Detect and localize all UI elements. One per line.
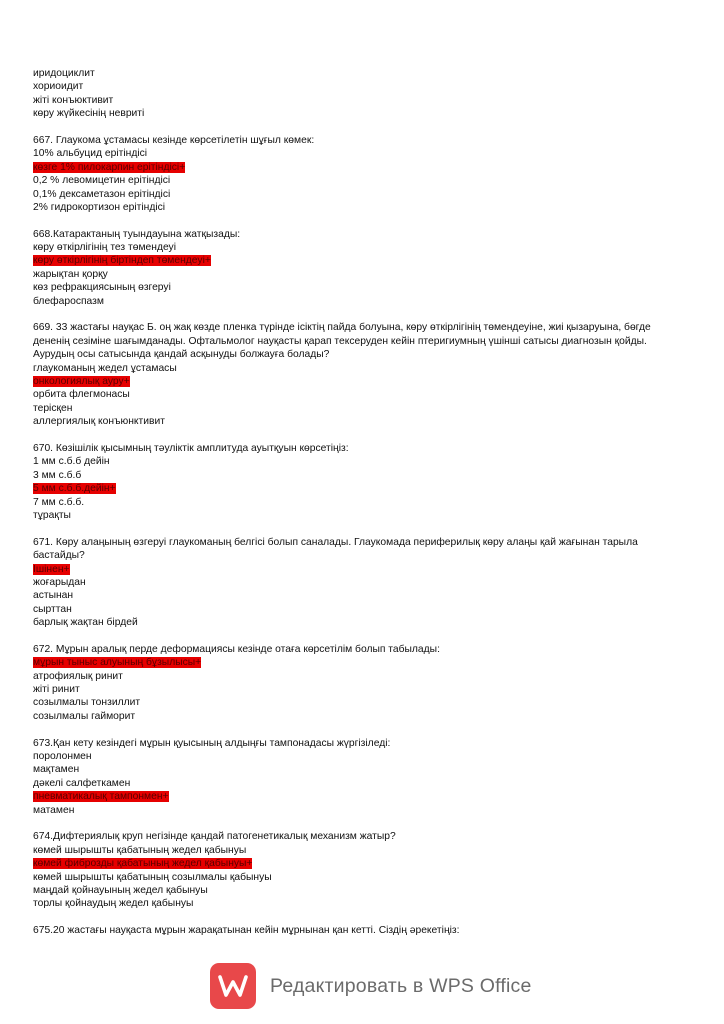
option: көмей шырышты қабатының созылмалы қабынуы	[33, 871, 272, 883]
wps-logo-icon[interactable]	[210, 963, 256, 1009]
option: глаукоманың жедел ұстамасы	[33, 362, 177, 374]
question-text: 670. Көзішілік қысымның тәуліктік амплитуда ауытқуын көрсетіңіз:	[33, 442, 349, 454]
option: тұрақты	[33, 509, 71, 521]
correct-answer-highlight: 5 мм с.б.б.дейін+	[33, 483, 116, 495]
option: көру жүйкесінің невриті	[33, 108, 145, 120]
question-text: 672. Мұрын аралық перде деформациясы кезінде отаға көрсетілім болып табылады:	[33, 643, 440, 655]
question-block	[33, 228, 693, 308]
question-text: 667. Глаукома ұстамасы кезінде көрсетілетін шұғыл көмек:	[33, 134, 315, 146]
option: созылмалы гайморит	[33, 710, 136, 722]
option: маңдай қойнауының жедел қабынуы	[33, 884, 208, 896]
question-block	[33, 442, 693, 522]
option: 10% альбуцид ерітіндісі	[33, 148, 148, 160]
correct-answer-highlight: көзге 1% пилокарпин ерітіндісі+	[33, 161, 186, 173]
option: 0,2 % левомицетин ерітіндісі	[33, 175, 171, 187]
option: созылмалы тонзиллит	[33, 697, 141, 709]
question-block	[33, 536, 693, 630]
option-correct	[33, 857, 693, 870]
option: аллергиялық конъюнктивит	[33, 416, 165, 428]
option-correct	[33, 161, 693, 174]
option-correct	[33, 482, 693, 495]
question-text: 668.Катарактаның туындауына жатқызады:	[33, 228, 241, 240]
option: көз рефракциясының өзгеруі	[33, 282, 171, 294]
option: көмей шырышты қабатының жедел қабынуы	[33, 844, 247, 856]
option: көру өткірлігінің тез төмендеуі	[33, 242, 176, 254]
option-correct	[33, 254, 693, 267]
question-block	[33, 830, 693, 910]
option: матамен	[33, 804, 75, 816]
option: иридоциклит	[33, 68, 95, 79]
wps-edit-banner[interactable]	[210, 962, 540, 1010]
question-block	[33, 321, 693, 428]
correct-answer-highlight: онкологиялық ауру+	[33, 376, 130, 388]
question-block	[33, 643, 693, 723]
option: 3 мм с.б.б	[33, 469, 82, 481]
option: блефароспазм	[33, 295, 104, 307]
option-correct	[33, 656, 693, 669]
option: барлық жақтан бірдей	[33, 617, 138, 629]
wps-edit-label[interactable]: Редактировать в WPS Office	[270, 974, 532, 997]
option: 1 мм с.б.б дейін	[33, 456, 110, 468]
option: хориоидит	[33, 81, 84, 93]
option-correct	[33, 790, 693, 803]
option: 2% гидрокортизон ерітіндісі	[33, 201, 166, 213]
wps-w-glyph	[218, 973, 248, 999]
option-correct	[33, 375, 693, 388]
option: астынан	[33, 590, 74, 602]
option: жіті конъюктивит	[33, 94, 114, 106]
option: жоғарыдан	[33, 576, 86, 588]
option: орбита флегмонасы	[33, 389, 130, 401]
option: торлы қойнаудың жедел қабынуы	[33, 898, 194, 910]
option: терісқен	[33, 402, 73, 414]
option: поролонмен	[33, 751, 92, 762]
question-text: 669. 33 жастағы науқас Б. оң жақ көзде пленка түрінде ісіктің пайда болуына, көру өткірлігінің төмендеуіне, жиі қызаруына, бөгде дененің сезіміне шағымданады. Офтальмолог науқасты қарап тексеруден кейін птеригиумның үшінші сатысы диагнозын қойды. Аурудың осы сатысында қандай асқынуды болжауға болады?	[33, 322, 651, 361]
question-block	[33, 134, 693, 214]
correct-answer-highlight: көмей фиброзды қабатының жедел қабынуы+	[33, 858, 253, 870]
question-text: 671. Көру алаңының өзгеруі глаукоманың белгісі болып саналады. Глаукомада периферилық көру алаңы қай жағынан тарыла бастайды?	[33, 536, 638, 562]
question-text: 675.20 жастағы науқаста мұрын жарақатынан кейін мұрнынан қан кетті. Сіздің әрекетіңіз:	[33, 925, 460, 937]
correct-answer-highlight: мұрын тыныс алуының бұзылысы+	[33, 657, 202, 669]
question-text: 674.Дифтериялық круп негізінде қандай патогенетикалық механизм жатыр?	[33, 831, 396, 843]
correct-answer-highlight: пневматикалық тампонмен+	[33, 791, 169, 803]
option: 0,1% дексаметазон ерітіндісі	[33, 188, 171, 200]
option: жарықтан қорқу	[33, 268, 108, 280]
option: жіті ринит	[33, 684, 80, 696]
document-content	[33, 67, 693, 937]
question-text: 673.Қан кету кезіндегі мұрын қуысының алдыңғы тампонадасы жүргізіледі:	[33, 737, 391, 749]
option-correct	[33, 563, 693, 576]
question-block	[33, 924, 693, 937]
correct-answer-highlight: көру өткірлігінің біртіндеп төмендеуі+	[33, 255, 211, 267]
option: 7 мм с.б.б.	[33, 496, 85, 508]
option: сырттан	[33, 603, 72, 615]
option: мақтамен	[33, 764, 80, 776]
question-block	[33, 737, 693, 817]
option: атрофиялық ринит	[33, 670, 123, 682]
correct-answer-highlight: Ішінен+	[33, 563, 70, 575]
option: дәкелі салфеткамен	[33, 777, 131, 789]
intro-options	[33, 67, 693, 121]
